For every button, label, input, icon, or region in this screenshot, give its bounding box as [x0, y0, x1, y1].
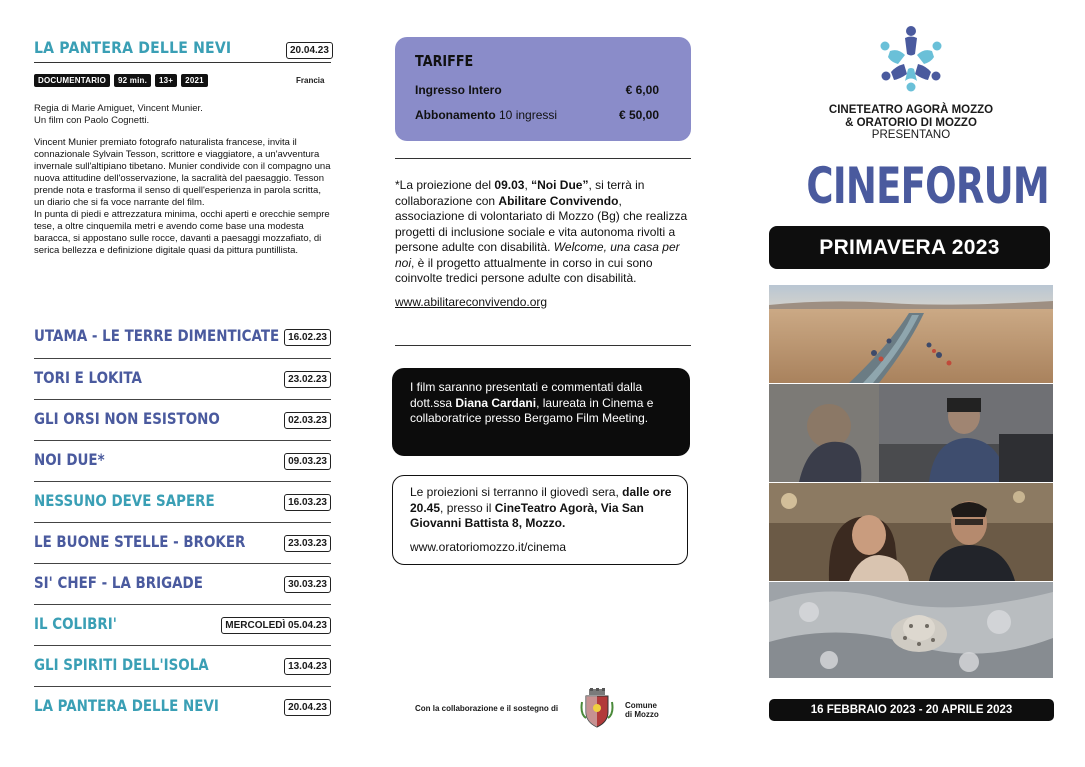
featured-film-title: LA PANTERA DELLE NEVI	[34, 38, 232, 57]
venue-time: dalle ore 20.45	[410, 485, 672, 515]
note-text: La proiezione del	[399, 178, 495, 192]
presenter-box	[392, 368, 690, 456]
film-date: 09.03.23	[284, 453, 331, 470]
film-row	[34, 604, 331, 645]
note-text: ,	[524, 178, 532, 192]
divider	[395, 345, 691, 346]
film-date: 23.03.23	[284, 535, 331, 552]
film-row	[34, 317, 331, 358]
film-title: UTAMA - LE TERRE DIMENTICATE	[34, 326, 280, 345]
comune-label-line: Comune	[625, 701, 657, 710]
venue-box	[392, 475, 688, 565]
credits-direction: Regia di Marie Amiguet, Vincent Munier.	[34, 103, 203, 114]
association-link[interactable]: www.abilitareconvivendo.org	[395, 294, 548, 309]
comune-label-line: di Mozzo	[625, 710, 659, 719]
note-date: 09.03	[494, 178, 525, 192]
film-title: GLI SPIRITI DELL'ISOLA	[34, 655, 209, 674]
note-text: , associazione di volontariato di Mozzo (Bg) che realizza progetti di inclusione sociale e vita autonoma rivolti a persone adulte con disabilità.	[395, 193, 688, 254]
note-org: Abilitare Convivendo	[498, 193, 619, 208]
rating-badge: 13+	[155, 74, 177, 87]
season-dates: 16 FEBBRAIO 2023 - 20 APRILE 2023	[769, 699, 1054, 721]
venue-text: , presso il	[440, 500, 495, 515]
featured-credits	[34, 103, 334, 127]
film-title: NESSUNO DEVE SAPERE	[34, 491, 215, 510]
genre-badge: DOCUMENTARIO	[34, 74, 110, 87]
pricing-value: € 50,00	[618, 108, 659, 122]
film-still-utama	[769, 285, 1053, 383]
featured-date-badge: 20.04.23	[286, 42, 333, 59]
duration-badge: 92 min.	[114, 74, 151, 87]
film-title: LA PANTERA DELLE NEVI	[34, 696, 219, 715]
pricing-box	[395, 37, 691, 141]
presenter-text: , laureata in Cinema e collaboratrice presso Bergamo Film Meeting.	[410, 395, 654, 425]
synopsis-paragraph: In punta di piedi e attrezzatura minima, occhi aperti e orecchie sempre tese, a oltre cinquemila metri e avendo come base una modesta baracca, si appostano sulle rocce, davanti a paesaggi mozzafiato, di serica bellezza e definizione digitale quasi da pittura puntillista.	[34, 209, 330, 256]
sponsor-text: Con la collaborazione e il sostegno di	[415, 704, 559, 713]
organizers	[804, 104, 1018, 142]
divider	[34, 62, 331, 63]
note-text: , si terrà in collaborazione con	[395, 178, 645, 208]
cineforum-title: CINEFORUM	[806, 157, 1049, 215]
venue-website-link[interactable]: www.oratoriomozzo.it/cinema	[410, 539, 567, 554]
film-date: 23.02.23	[284, 371, 331, 388]
note-text: , è il progetto attualmente in corso in cui sono coinvolte tredici persone adulte con disabilità.	[395, 255, 653, 285]
film-row	[34, 686, 331, 727]
divider	[395, 158, 691, 159]
organizer-name: & ORATORIO DI MOZZO	[845, 116, 977, 129]
featured-badges	[34, 74, 208, 87]
pricing-row-subscription	[415, 108, 659, 122]
film-still-orsi	[769, 384, 1053, 482]
film-date: 16.02.23	[284, 329, 331, 346]
film-schedule-list	[34, 317, 331, 727]
film-title: NOI DUE*	[34, 450, 105, 469]
venue-address: CineTeatro Agorà, Via San Giovanni Battista 8, Mozzo.	[410, 500, 644, 530]
pricing-label: Ingresso Intero	[415, 83, 502, 97]
year-badge: 2021	[181, 74, 208, 87]
film-row	[34, 563, 331, 604]
organizer-name: CINETEATRO AGORÀ MOZZO	[828, 104, 994, 116]
cover-panel	[724, 0, 1085, 767]
people-circle-logo-icon	[876, 24, 946, 92]
note-asterisk: *	[395, 178, 400, 192]
film-still-la-brigade	[769, 483, 1053, 581]
synopsis-paragraph: Vincent Munier premiato fotografo naturalista francese, invita il connazionale Sylvain Tesson, scrittore e viaggiatore, a un'avventura invernale sull'altipiano tibetano. Munier condivide con il compagno una nuova attitudine dell'osservazione, la sacralità del paesaggio. Tesson prende nota e trasforma il senso di quell'esperienza in parola scritta, un diario che si fa voce narrante del film.	[34, 137, 331, 208]
film-row	[34, 358, 331, 399]
pricing-value: € 6,00	[625, 83, 659, 97]
film-list-panel	[0, 0, 362, 767]
pricing-title: TARIFFE	[415, 52, 474, 70]
comune-label	[625, 701, 659, 719]
note-film: “Noi Due”	[531, 178, 589, 192]
featured-synopsis	[34, 137, 334, 257]
film-title: LE BUONE STELLE - BROKER	[34, 532, 246, 551]
film-date: 20.04.23	[284, 699, 331, 716]
film-row	[34, 645, 331, 686]
film-row	[34, 440, 331, 481]
film-still-pantera	[769, 582, 1053, 678]
pricing-label-detail: 10 ingressi	[495, 108, 558, 122]
special-screening-note	[395, 178, 691, 310]
presents-label: PRESENTANO	[871, 129, 951, 141]
film-title: IL COLIBRI'	[34, 614, 117, 633]
venue-text: Le proiezioni si terranno il giovedì sera,	[410, 485, 623, 499]
country-label: Francia	[296, 76, 325, 85]
season-banner: PRIMAVERA 2023	[769, 226, 1050, 269]
film-title: TORI E LOKITA	[34, 368, 142, 387]
comune-crest-icon	[580, 688, 614, 728]
presenter-text: I film saranno presentati e commentati dalla dott.ssa	[410, 380, 643, 410]
film-date: 13.04.23	[284, 658, 331, 675]
film-date: 16.03.23	[284, 494, 331, 511]
film-date: MERCOLEDÌ 05.04.23	[221, 617, 331, 634]
info-panel	[362, 0, 724, 767]
pricing-label: Abbonamento	[415, 108, 496, 122]
presenter-name: Diana Cardani	[455, 395, 537, 410]
film-title: SI' CHEF - LA BRIGADE	[34, 573, 203, 592]
film-row	[34, 481, 331, 522]
film-title: GLI ORSI NON ESISTONO	[34, 409, 220, 428]
film-date: 30.03.23	[284, 576, 331, 593]
film-row	[34, 522, 331, 563]
film-date: 02.03.23	[284, 412, 331, 429]
pricing-row-single	[415, 83, 659, 97]
film-row	[34, 399, 331, 440]
credits-cast: Un film con Paolo Cognetti.	[34, 115, 150, 126]
note-project: Welcome, una casa per noi	[395, 240, 680, 270]
